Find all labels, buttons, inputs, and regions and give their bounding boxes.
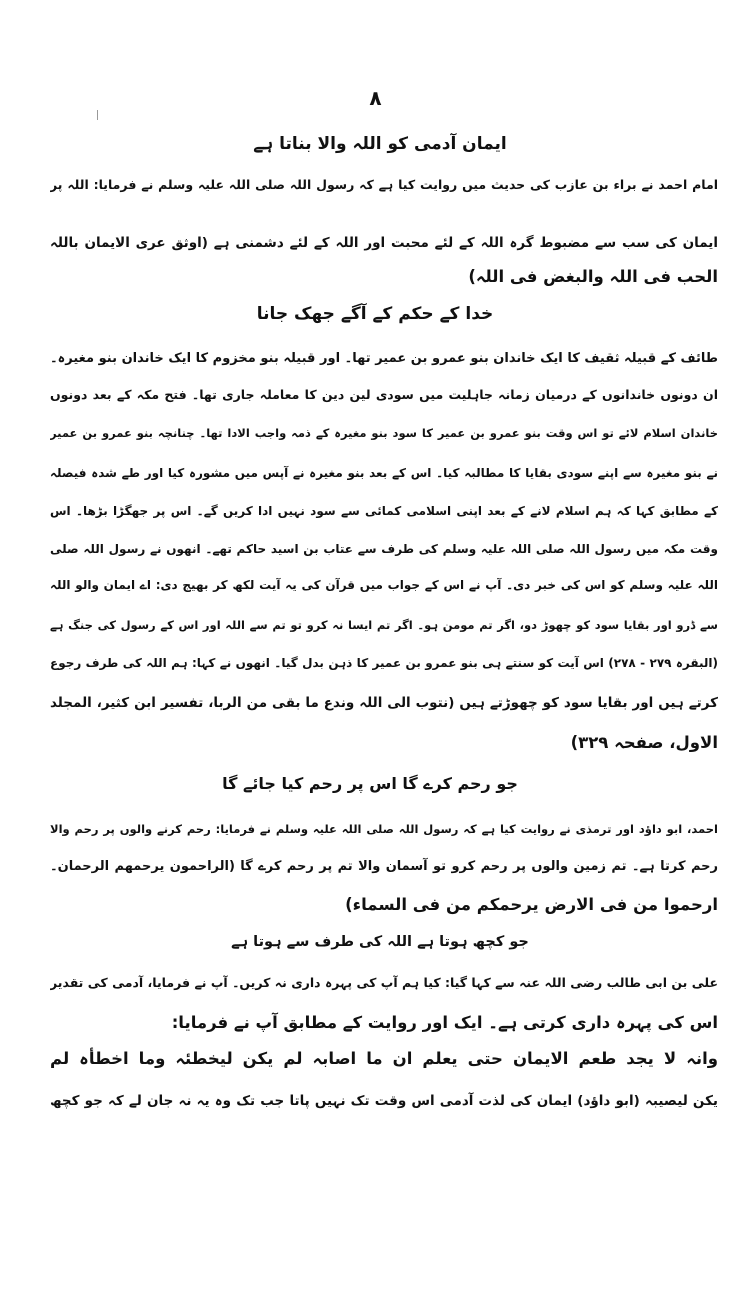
text-line: ارحموا من فی الارض یرحمکم من فی السماء) [345,895,718,914]
text-line: الحب فی اللہ والبغض فی اللہ) [468,267,718,286]
text-line: یکن لیصیبہ (ابو داؤد) ایمان کی لذت آدمی اس وقت تک نہیں پاتا جب تک وہ یہ نہ جان لے کہ جو کچھ [50,1093,718,1109]
text-line: خاندان اسلام لائے تو اس وقت بنو عمرو بن عمیر کا سود بنو مغیرہ کے ذمہ واجب الادا تھا۔ چنانچہ بنو عمرو بن عمیر [50,426,718,440]
text-line: الاول، صفحہ ۳۲۹) [570,733,718,752]
section-heading: جو رحم کرے گا اس پر رحم کیا جائے گا [222,774,518,793]
text-line: اس کی پہرہ داری کرتی ہے۔ ایک اور روایت کے مطابق آپ نے فرمایا: [171,1013,718,1032]
section-heading: ایمان آدمی کو اللہ والا بناتا ہے [253,134,507,154]
text-line: وانہ لا یجد طعم الایمان حتی یعلم ان ما اصابہ لم یکن لیخطئہ وما اخطأہ لم [50,1049,718,1068]
text-line: (البقرہ ۲۷۹ - ۲۷۸) اس آیت کو سنتے ہی بنو عمرو بن عمیر کا ذہن بدل گیا۔ انھوں نے کہا: ہم اللہ کی طرف رجوع [50,656,718,670]
text-line: نے بنو مغیرہ سے اپنے سودی بقایا کا مطالبہ کیا۔ اس کے بعد بنو مغیرہ نے آپس میں مشورہ کیا اور طے شدہ فیصلہ [50,466,718,480]
text-line: احمد، ابو داؤد اور ترمذی نے روایت کیا ہے کہ رسول اللہ صلی اللہ علیہ وسلم نے فرمایا: رحم کرنے والوں پر رحم والا [50,822,718,836]
text-line: علی بن ابی طالب رضی اللہ عنہ سے کہا گیا: کیا ہم آپ کی پہرہ داری نہ کریں۔ آپ نے فرمایا، آدمی کی تقدیر [50,975,718,990]
text-line: کے مطابق کہا کہ ہم اسلام لانے کے بعد اپنی اسلامی کمائی سے سود نہیں ادا کریں گے۔ اس پر جھگڑا بڑھا۔ اس [50,504,718,518]
text-line: اللہ علیہ وسلم کو اس کی خبر دی۔ آپ نے اس کے جواب میں قرآن کی یہ آیت لکھ کر بھیج دی: اے ایمان والو اللہ [50,578,718,592]
scan-mark [97,110,98,120]
page-number: ۸ [369,86,382,110]
text-line: سے ڈرو اور بقایا سود کو چھوڑ دو، اگر تم مومن ہو۔ اگر تم ایسا نہ کرو تو تم سے اللہ اور اس کے رسول کی جنگ ہے [50,618,718,632]
text-line: وقت مکہ میں رسول اللہ صلی اللہ علیہ وسلم کی طرف سے عتاب بن اسید حاکم تھے۔ انھوں نے رسول اللہ صلی [50,542,718,556]
text-line: امام احمد نے براء بن عازب کی حدیث میں روایت کیا ہے کہ رسول اللہ صلی اللہ علیہ وسلم نے فرمایا: اللہ پر [50,177,718,192]
text-line: کرتے ہیں اور بقایا سود کو چھوڑتے ہیں (نتوب الی اللہ وندع ما بقی من الربا، تفسیر ابن کثیر، المجلد [50,695,718,711]
text-line: ایمان کی سب سے مضبوط گرہ اللہ کے لئے محبت اور اللہ کے لئے دشمنی ہے (اوثق عری الایمان باللہ [50,235,718,251]
text-line: رحم کرتا ہے۔ تم زمین والوں پر رحم کرو تو آسمان والا تم پر رحم کرے گا (الراحمون یرحمھم الرحمان۔ [50,859,718,874]
text-line: ان دونوں خاندانوں کے درمیان زمانہ جاہلیت میں سودی لین دین کا معاملہ جاری تھا۔ فتح مکہ کے بعد دونوں [50,387,718,402]
section-heading: جو کچھ ہوتا ہے اللہ کی طرف سے ہوتا ہے [231,934,529,950]
text-line: طائف کے قبیلہ ثقیف کا ایک خاندان بنو عمرو بن عمیر تھا۔ اور قبیلہ بنو مخزوم کا ایک خاندان بنو مغیرہ۔ [50,351,718,366]
section-heading: خدا کے حکم کے آگے جھک جانا [256,304,494,324]
